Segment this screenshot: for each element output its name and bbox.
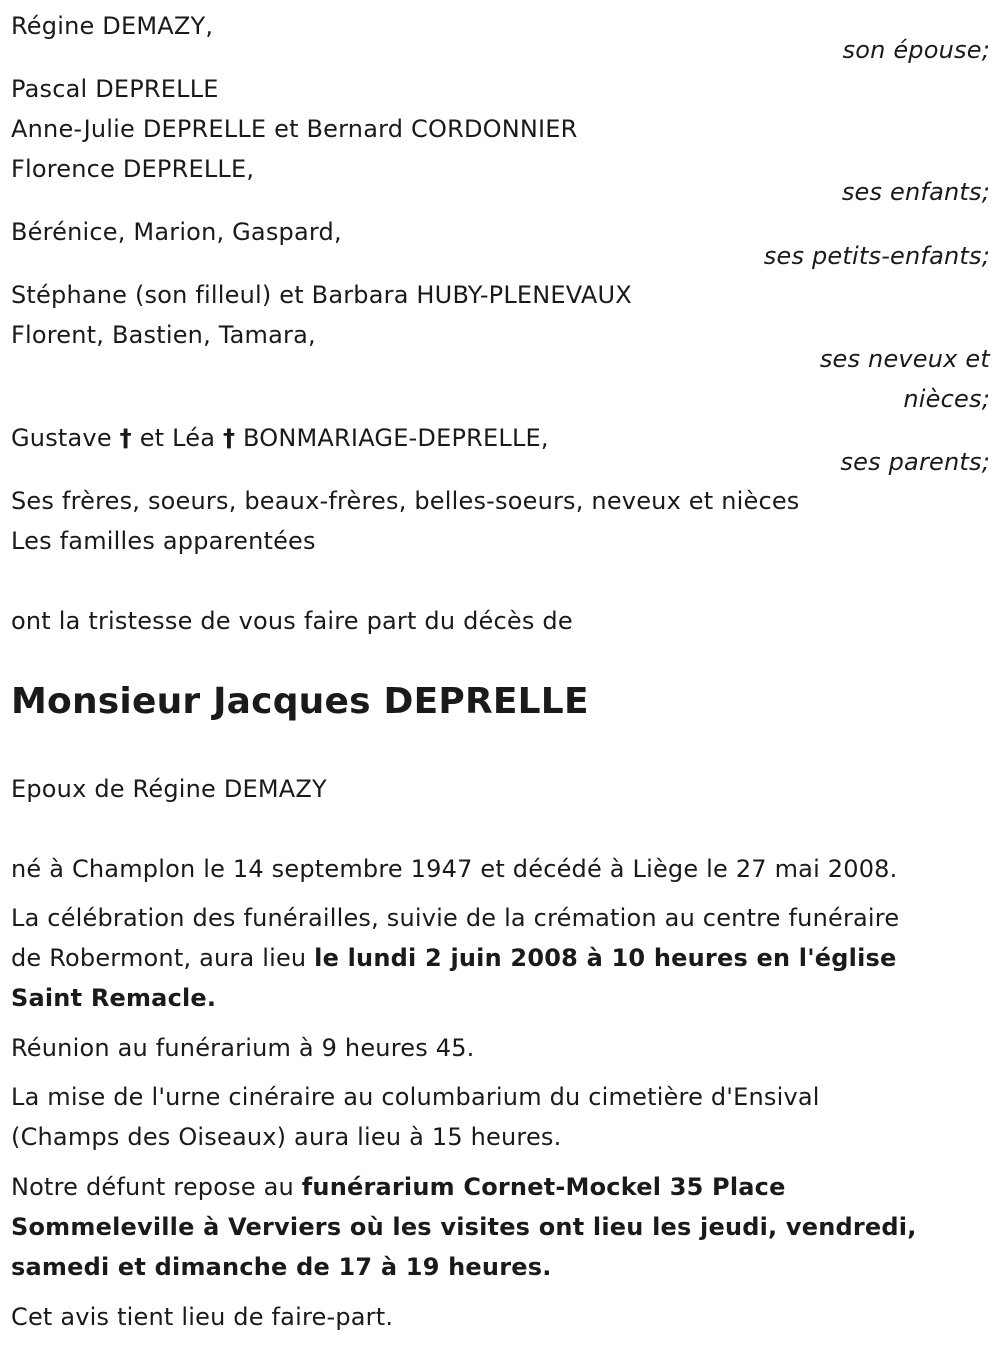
- parents-names: [11, 423, 549, 453]
- related-families: Les familles apparentées: [11, 527, 316, 555]
- ceremony-date: le lundi 2 juin 2008 à 10 heures en l'église: [314, 944, 897, 972]
- nephew-name: Florent, Bastien, Tamara,: [11, 321, 316, 349]
- grandchildren-role: ses petits-enfants;: [763, 242, 990, 270]
- rest-line: [11, 1172, 786, 1202]
- church-name: Saint Remacle.: [11, 984, 217, 1012]
- children-role: ses enfants;: [841, 178, 990, 206]
- child-name: Anne-Julie DEPRELLE et Bernard CORDONNIER: [11, 115, 578, 143]
- nephew-name: Stéphane (son filleul) et Barbara HUBY-PLENEVAUX: [11, 281, 632, 309]
- child-name: Florence DEPRELLE,: [11, 155, 255, 183]
- parents-role: ses parents;: [840, 448, 990, 476]
- other-relatives: Ses frères, soeurs, beaux-frères, belles-soeurs, neveux et nièces: [11, 487, 800, 515]
- funeral-home: funérarium Cornet-Mockel 35 Place: [301, 1173, 786, 1201]
- announcement-text: ont la tristesse de vous faire part du décès de: [11, 607, 573, 635]
- rest-line: [11, 1252, 552, 1282]
- urn-line: La mise de l'urne cinéraire au columbarium du cimetière d'Ensival: [11, 1083, 820, 1111]
- nephews-role-continued: nièces;: [903, 385, 990, 413]
- spouse-name: Régine DEMAZY,: [11, 12, 214, 40]
- ceremony-text: de Robermont, aura lieu: [11, 944, 315, 972]
- rest-text: Notre défunt repose au: [11, 1173, 302, 1201]
- spouse-role: son épouse;: [842, 36, 990, 64]
- cross-icon: †: [222, 424, 236, 452]
- grandchildren-names: Bérénice, Marion, Gaspard,: [11, 218, 342, 246]
- birth-death-info: né à Champlon le 14 septembre 1947 et décédé à Liège le 27 mai 2008.: [11, 855, 898, 883]
- parent-second-name: et Léa: [139, 424, 216, 452]
- nephews-role: ses neveux et: [819, 345, 990, 373]
- ceremony-line: La célébration des funérailles, suivie de la crémation au centre funéraire: [11, 904, 900, 932]
- ceremony-line: [11, 943, 896, 973]
- visit-info: Sommeleville à Verviers où les visites ont lieu les jeudi, vendredi,: [11, 1213, 917, 1241]
- ceremony-church: [11, 983, 216, 1013]
- spouse-of: Epoux de Régine DEMAZY: [11, 775, 327, 803]
- visit-hours: samedi et dimanche de 17 à 19 heures.: [11, 1253, 552, 1281]
- meeting-info: Réunion au funérarium à 9 heures 45.: [11, 1034, 475, 1062]
- child-name: Pascal DEPRELLE: [11, 75, 219, 103]
- rest-line: [11, 1212, 917, 1242]
- cross-icon: †: [119, 424, 132, 452]
- deceased-name: Monsieur Jacques DEPRELLE: [11, 681, 589, 722]
- urn-line: (Champs des Oiseaux) aura lieu à 15 heures.: [11, 1123, 562, 1151]
- parents-surname: BONMARIAGE-DEPRELLE,: [243, 424, 549, 452]
- parent-first-name: Gustave: [11, 424, 112, 452]
- closing-text: Cet avis tient lieu de faire-part.: [11, 1303, 394, 1331]
